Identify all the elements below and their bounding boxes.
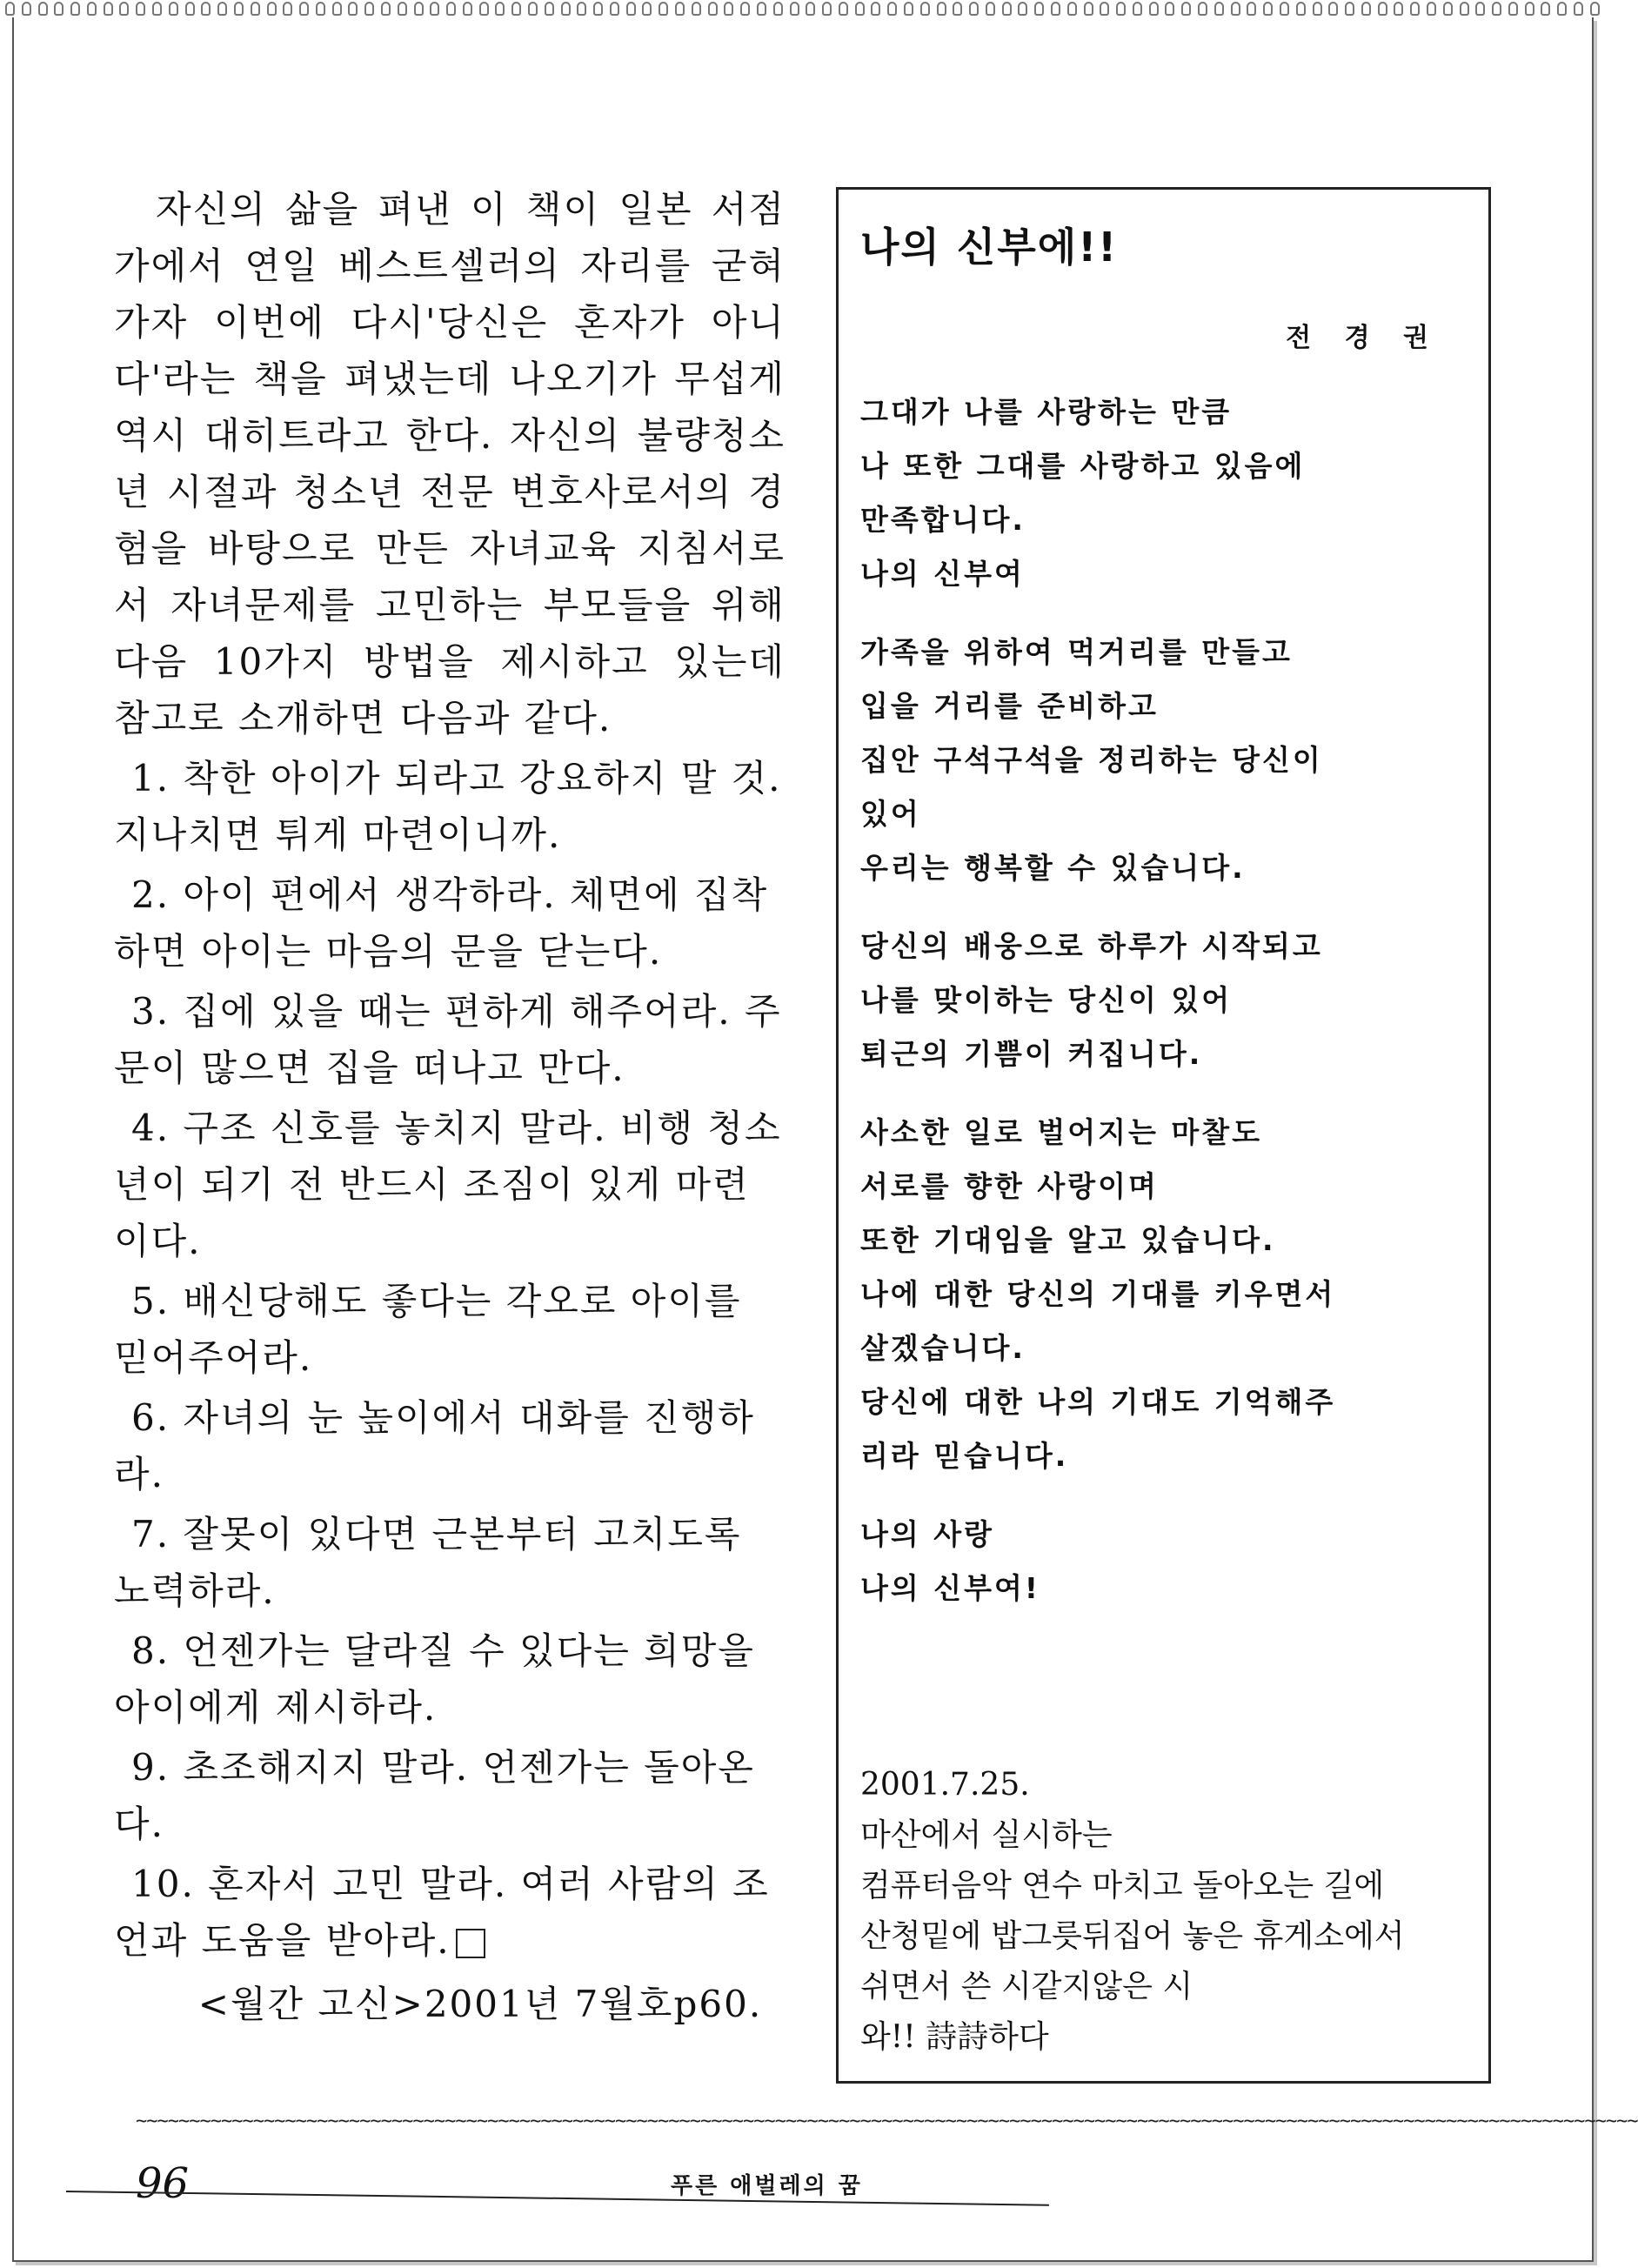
binding-ring (642, 2, 652, 16)
poem-note (860, 1760, 1478, 2063)
binding-ring (871, 2, 880, 16)
document-page (12, 17, 1638, 2262)
binding-ring (1574, 2, 1583, 16)
binding-ring (1018, 2, 1027, 16)
note-line: 쉬면서 쓴 시같지않은 시 (860, 1969, 1193, 2004)
binding-ring (1590, 2, 1600, 16)
poem-stanza (860, 1106, 1478, 1483)
poem-line: 나의 신부여 (860, 557, 1025, 591)
binding-ring (1034, 2, 1044, 16)
note-line: 산청밑에 밥그릇뒤집어 놓은 휴게소에서 (860, 1918, 1405, 1954)
binding-ring (1247, 2, 1256, 16)
binding-ring (217, 2, 227, 16)
end-mark-icon (456, 1929, 485, 1958)
binding-ring (1116, 2, 1126, 16)
binding-ring (316, 2, 325, 16)
binding-ring (1475, 2, 1485, 16)
binding-ring (1198, 2, 1207, 16)
binding-ring (234, 2, 244, 16)
poem-title: 나의 신부에!! (860, 224, 1119, 271)
binding-ring (953, 2, 962, 16)
footer-rule (66, 2191, 1049, 2206)
binding-ring (87, 2, 97, 16)
binding-ring (201, 2, 211, 16)
binding-ring (364, 2, 374, 16)
list-item: 4. 구조 신호를 놓치지 말라. 비행 청소년이 되기 전 반드시 조짐이 있게 마련이다. (114, 1107, 782, 1262)
footer-title: 푸른 애벌레의 꿈 (671, 2173, 863, 2199)
poem-line: 나를 맞이하는 당신이 있어 (860, 983, 1233, 1017)
binding-ring (5, 2, 15, 16)
poem-line: 퇴근의 기쁨이 커집니다. (860, 1037, 1203, 1071)
binding-ring (381, 2, 391, 16)
poem-line: 가족을 위하여 먹거리를 만들고 (860, 635, 1293, 669)
binding-ring (430, 2, 439, 16)
binding-ring (561, 2, 571, 16)
binding-ring (740, 2, 750, 16)
list-item: 6. 자녀의 눈 높이에서 대화를 진행하라. (114, 1396, 755, 1495)
binding-ring (822, 2, 832, 16)
note-line: 컴퓨터음악 연수 마치고 돌아오는 길에 (860, 1868, 1385, 1903)
list-item: 5. 배신당해도 좋다는 각오로 아이를 믿어주어라. (114, 1280, 742, 1379)
list-item: 2. 아이 편에서 생각하라. 체면에 집착하면 아이는 마음의 문을 닫는다. (114, 873, 769, 973)
binding-ring (1328, 2, 1338, 16)
poem-line: 서로를 향한 사랑이며 (860, 1169, 1159, 1203)
list-item: 9. 초조해지지 말라. 언젠가는 돌아온다. (114, 1746, 755, 1845)
binding-ring (986, 2, 995, 16)
binding-ring (1443, 2, 1453, 16)
poem-body (860, 385, 1478, 1640)
binding-ring (626, 2, 636, 16)
binding-ring (119, 2, 129, 16)
poem-line: 만족합니다. (860, 503, 1026, 537)
poem-stanza (860, 920, 1478, 1081)
binding-ring (610, 2, 619, 16)
binding-ring (54, 2, 64, 16)
list-item: 1. 착한 아이가 되라고 강요하지 말 것. 지나치면 튀게 마련이니까. (114, 757, 782, 856)
article-column (114, 181, 786, 2032)
binding-ring (659, 2, 668, 16)
binding-ring (708, 2, 718, 16)
binding-ring (757, 2, 766, 16)
binding-ring (1541, 2, 1550, 16)
binding-ring (495, 2, 505, 16)
binding-ring (169, 2, 178, 16)
binding-ring (675, 2, 685, 16)
binding-ring (790, 2, 799, 16)
poem-line: 당신에 대한 나의 기대도 기억해주 (860, 1385, 1336, 1419)
binding-ring (1313, 2, 1322, 16)
binding-ring (692, 2, 701, 16)
binding-ring (1345, 2, 1354, 16)
binding-ring (398, 2, 407, 16)
binding-ring (1361, 2, 1371, 16)
binding-ring (1427, 2, 1436, 16)
binding-ring (251, 2, 260, 16)
note-line: 와!! 詩詩하다 (860, 2019, 1049, 2055)
page-number: 96 (136, 2159, 190, 2208)
poem-line: 사소한 일로 벌어지는 마찰도 (860, 1115, 1263, 1149)
binding-ring (839, 2, 848, 16)
binding-ring (1410, 2, 1420, 16)
binding-ring (38, 2, 48, 16)
binding-ring (1084, 2, 1093, 16)
binding-ring (1165, 2, 1174, 16)
binding-ring (348, 2, 358, 16)
binding-ring (1460, 2, 1469, 16)
list-item: 3. 집에 있을 때는 편하게 해주어라. 주문이 많으면 집을 떠나고 만다. (114, 990, 782, 1089)
binding-ring (1525, 2, 1534, 16)
binding-ring (1100, 2, 1109, 16)
binding-ring (446, 2, 456, 16)
binding-ring (70, 2, 80, 16)
poem-line: 나의 신부여! (860, 1571, 1040, 1605)
article-intro: 자신의 삶을 펴낸 이 책이 일본 서점가에서 연일 베스트셀러의 자리를 굳혀가자 이번에 다시'당신은 혼자가 아니다'라는 책을 펴냈는데 나오기가 무섭게 역시 대히트라고 한다. 자신의 불량청소년 시절과 청소년 전문 변호사로서의 경험을 바탕으로 만든 자녀교육 지침서로서 자녀문제를 고민하는 부모들을 위해 다음 10가지 방법을 제시하고 있는데 참고로 소개하면 다음과 같다. (114, 188, 786, 739)
binding-ring (1280, 2, 1289, 16)
note-date: 2001.7.25. (860, 1767, 1030, 1803)
list-item-last (114, 1856, 786, 1969)
binding-ring (414, 2, 424, 16)
poem-line: 집안 구석구석을 정리하는 당신이 (860, 743, 1323, 777)
binding-ring (1133, 2, 1142, 16)
binding-ring (969, 2, 979, 16)
binding-ring (887, 2, 897, 16)
poem-stanza (860, 1508, 1478, 1616)
binding-ring (1557, 2, 1567, 16)
binding-ring (267, 2, 277, 16)
binding-ring (773, 2, 783, 16)
binding-ring (299, 2, 309, 16)
binding-ring (904, 2, 913, 16)
poem-line: 나에 대한 당신의 기대를 키우면서 (860, 1277, 1336, 1311)
list-item: 8. 언젠가는 달라질 수 있다는 희망을 아이에게 제시하라. (114, 1629, 755, 1729)
binding-ring (22, 2, 31, 16)
binding-ring (136, 2, 145, 16)
binding-ring (920, 2, 930, 16)
poem-line: 있어 (860, 797, 921, 831)
poem-stanza (860, 626, 1478, 895)
wavy-divider: ~~~~~~~~~~~~~~~~~~~~~~~~~~~~~~~~~~~~~~~~~~~~~~~~~~~~~~~~~~~~~~~~~~~~~~~~~~~~~~~~~~~~~~~~~~~~~~~~~~~~~~~~~~~~~~~~~~~~~~~~~~~~~~~~~~~~~~~~~~~~~ (136, 2111, 1638, 2132)
poem-line: 당신의 배웅으로 하루가 시작되고 (860, 929, 1323, 963)
binding-ring (528, 2, 538, 16)
binding-ring (1394, 2, 1403, 16)
binding-ring (332, 2, 342, 16)
binding-ring (1508, 2, 1518, 16)
poem-line: 살겠습니다. (860, 1331, 1026, 1365)
binding-ring (1067, 2, 1077, 16)
source-citation: <월간 고신>2001년 7월호p60. (197, 1983, 763, 2025)
list-item-text: 10. 혼자서 고민 말라. 여러 사람의 조언과 도움을 받아라. (114, 1863, 770, 1962)
poem-line: 우리는 행복할 수 있습니다. (860, 851, 1246, 885)
binding-ring (185, 2, 195, 16)
binding-ring (1214, 2, 1224, 16)
binding-ring (1263, 2, 1273, 16)
poem-box (836, 187, 1491, 2084)
poem-line: 또한 기대임을 알고 있습니다. (860, 1223, 1276, 1257)
poem-line: 나의 사랑 (860, 1517, 995, 1551)
binding-ring (1181, 2, 1191, 16)
binding-ring (1002, 2, 1012, 16)
binding-ring (1378, 2, 1387, 16)
spiral-binding (0, 0, 1606, 17)
binding-ring (545, 2, 554, 16)
binding-ring (152, 2, 162, 16)
binding-ring (104, 2, 113, 16)
binding-ring (1149, 2, 1159, 16)
binding-ring (1296, 2, 1306, 16)
binding-ring (937, 2, 946, 16)
binding-ring (1051, 2, 1060, 16)
binding-ring (1492, 2, 1501, 16)
binding-ring (593, 2, 603, 16)
binding-ring (577, 2, 586, 16)
poem-stanza (860, 385, 1478, 601)
list-item: 7. 잘못이 있다면 근본부터 고치도록 노력하라. (114, 1513, 742, 1612)
poem-author: 전 경 권 (1286, 323, 1441, 353)
binding-ring (511, 2, 521, 16)
poem-line: 리라 믿습니다. (860, 1439, 1069, 1473)
poem-line: 입을 거리를 준비하고 (860, 689, 1159, 723)
binding-ring (1231, 2, 1240, 16)
binding-ring (283, 2, 292, 16)
binding-ring (479, 2, 489, 16)
binding-ring (463, 2, 472, 16)
poem-line: 나 또한 그대를 사랑하고 있음에 (860, 449, 1306, 483)
binding-ring (724, 2, 733, 16)
binding-ring (855, 2, 865, 16)
note-line: 마산에서 실시하는 (860, 1817, 1113, 1853)
poem-line: 그대가 나를 사랑하는 만큼 (860, 395, 1233, 429)
binding-ring (806, 2, 815, 16)
